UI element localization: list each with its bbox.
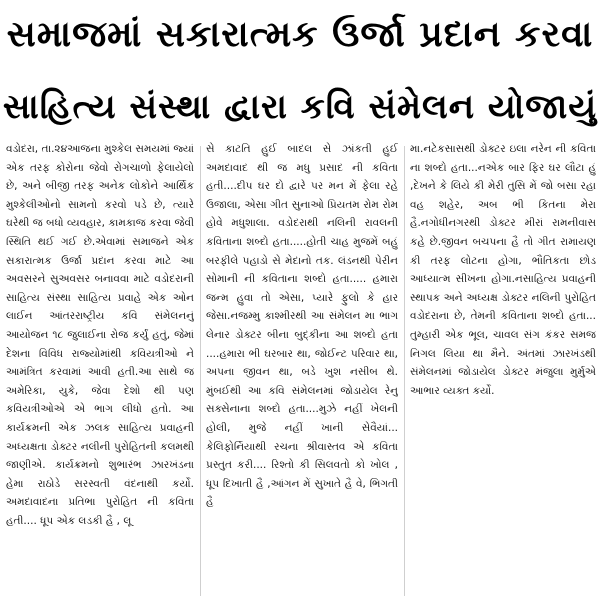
article-text-column-2: સે કાટતિ હુઈ બાદલ સે ઝાંકતી હુઈ અમદાવાદ થી જ મધુ પ્રસાદ ની કવિતા હતી....દીપ ઘર દો દ્વારે પર મન મેં ફેલા રહે ઉજાલા, એસા ગીત સુનાઓ પ્રિયતમ રોમ રોમ હોવે મધુશાલા. વડોદરાથી નલિની રાવલની કવિતાના શબ્દો હતા.....હોતી ચાહ મુજમેં બહું બરફીલે પહાડો સે મેદાનો તક. લંડનથી પેરીન સોમાની ની કવિતાના શબ્દો હતા..... હમારા જન્મ હુવા તો એસા, પ્યારે ફુલો કે હાર જેસા.નજમ્મુ કાશ્મીરથી આ સંમેલન મા ભાગ લેનાર ડોક્ટર બીના બુદ્કીના આ શબ્દો હતા ....હમારા ભી ઘરબાર થા, જોઈન્ટ પરિવાર થા, અપના જીવન થા, બડે ખુશ નસીબ થે. મુંબઈથી આ કવિ સંમેલનમાં જોડાયેલ રેનુ સક્સેનાના શબ્દો હતા....મુઝે નહીં ખેલની હોલી, મુજે નહીં ખાની સેવૈયાં... કેલિફોર્નિયાથી રચના શ્રીવાસ્તવ એ કવિતા પ્રસ્તુત કરી.... રિશ્તો કી સિલવતો કો ખોલ , ધૂપ દિખાતી હૈ ,આંગન મેં સુખાતે હૈ વે, ભિગતી હૈ — [206, 143, 398, 509]
headline-line-2: સાહિત્ય સંસ્થા દ્વારા કવિ સંમેલન યોજાયું — [2, 87, 598, 127]
article-text-column-1: વડોદરા, તા.૨૪આજના મુશ્કેલ સમયમાં જ્યાં એક તરફ કોરોના જેવો રોગચાળો ફેલાયેલો છે, અને બીજી તરફ અનેક લોકોને આર્થિક મુશ્કેલીઓનો સામનો કરવો પડે છે, ત્યારે ઘરેથી જ બધો વ્યવહાર, કામકાજ કરવા જેવી સ્થિતિ થઈ ગઈ છે.એવામાં સમાજને એક સકારાત્મક ઉર્જા પ્રદાન કરવા માટે આ અવસરને સુઅવસર બનાવવા માટે વડોદરાની સાહિત્ય સંસ્થા સાહિત્ય પ્રવાહે એક ઓન લાઈન આંતરરાષ્ટ્રીય કવિ સંમેલનનું આયોજન ૧૮ જુલાઈના રોજ કર્યું હતું, જેમાં દેશના વિવિધ રાજ્યોમાંથી કવિયત્રીઓ ને આમંત્રિત કરવામાં આવી હતી.આ સાથે જ અમેરિકા, યુકે, જેવા દેશો થી પણ કવિયત્રીઓએ એ ભાગ લીધો હતો. આ કાર્યક્રમની એક ઝલક સાહિત્ય પ્રવાહની અધ્યક્ષતા ડોક્ટર નલીની પુરોહિતની કલમથી જાણીએ. કાર્યક્રમનો શુભારંભ ઝારખંડના હેમા રાઠોડે સરસ્વતી વંદનાથી કર્યો. અમદાવાદના પ્રતિભા પુરોહિત ની કવિતા હતી.... ધૂપ એક લડકી હૈ , લૂ — [6, 143, 194, 527]
article-column-1 — [6, 140, 194, 600]
article-column-3 — [410, 140, 596, 600]
article-text-column-3: મા.નટેકસાસથી ડોક્ટર ઇલા નરેન ની કવિતા ના શબ્દો હતા...નએક બાર ફિર ઘર લૌટા હું ,દેખને કે લિયે કી મેરી તુસિ મેં જો બસા રહા વહ શહેર, અબ ભી કિતના મેરા હૈ.નગોધીનગરથી ડોક્ટર મીરાં રામનીવાસ કહે છે.જીવન બચપના હૈ તો ગીત રામાયણ કી તરફ લોટના હોગા, ભૌતિકતા છોડ આધ્યાત્મ સીખના હોગા.નસાહિત્ય પ્રવાહની સ્થાપક અને અધ્યક્ષ ડોક્ટર નલિની પુરોહિત વડોદરાના છે, તેમની કવિતાના શબ્દો હતા... તુમ્હારી એક ભૂલ, ચાવલ સંગ કંકર સમજ નિગલ લિયા થા મૈને. અંતમાં ઝારખંડથી સંમેલનમાં જોડાયેલ ડોક્ટર મંજુલા મુર્મુએ આભાર વ્યક્ત કર્યો. — [410, 143, 596, 397]
article-column-2 — [206, 140, 398, 600]
headline-line-1: સમાજમાં સકારાત્મક ઉર્જા પ્રદાન કરવા — [6, 14, 594, 55]
column-divider — [404, 146, 405, 596]
column-divider — [200, 146, 201, 596]
